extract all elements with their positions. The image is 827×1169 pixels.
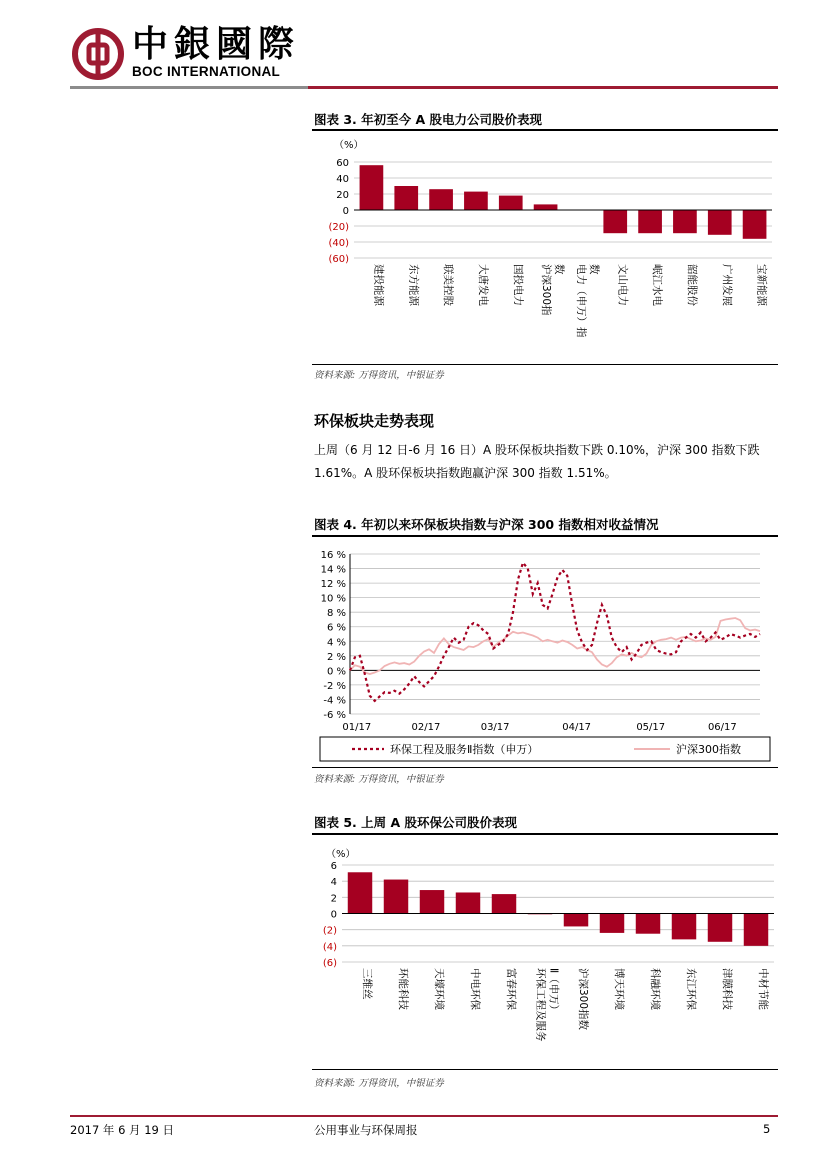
y-tick-label: (40) <box>328 238 349 249</box>
x-tick-label: 津膜科技 <box>721 968 733 1010</box>
bar <box>456 892 480 913</box>
x-tick-label: 建投能源 <box>372 264 385 306</box>
bar <box>464 192 488 210</box>
y-tick-label: 60 <box>336 158 349 169</box>
section-paragraph: 上周（6 月 12 日-6 月 16 日）A 股环保板块指数下跌 0.10%，沪深 300 指数下跌 1.61%。A 股环保板块指数跑赢沪深 300 指数 1.51%。 <box>314 443 760 480</box>
x-tick-label: 沪深300指数 <box>577 968 589 1031</box>
x-tick-label: 广州发展 <box>720 264 733 306</box>
y-tick-label: 20 <box>336 190 349 201</box>
x-tick-label: 环保工程及服务 <box>534 968 547 1042</box>
logo-chinese-name: 中銀國際 <box>132 23 301 65</box>
x-tick-label: 东方能源 <box>407 264 420 306</box>
figure3-title: 图表 3. 年初至今 A 股电力公司股价表现 <box>314 112 543 127</box>
figure4-title: 图表 4. 年初以来环保板块指数与沪深 300 指数相对收益情况 <box>314 517 659 532</box>
y-tick-label: 4 <box>330 877 337 889</box>
x-tick-label: 04/17 <box>562 722 592 733</box>
legend-label: 环保工程及服务Ⅱ指数（申万） <box>390 743 539 756</box>
x-tick-label: 文山电力 <box>616 264 629 306</box>
x-tick-label: 03/17 <box>480 722 510 733</box>
x-tick-label: 中材节能 <box>757 968 769 1010</box>
bar <box>708 210 732 235</box>
figure5-title: 图表 5. 上周 A 股环保公司股价表现 <box>314 815 518 830</box>
y-tick-label: 4 % <box>326 637 346 649</box>
x-tick-label: 宝新能源 <box>755 264 768 306</box>
bar <box>708 914 732 942</box>
figure4-source: 资料来源: 万得资讯，中银证券 <box>314 774 444 785</box>
figure5-top-rule <box>312 833 778 835</box>
bar <box>673 210 697 233</box>
bar <box>600 914 624 933</box>
bar <box>360 165 384 210</box>
logo-english-name: BOC INTERNATIONAL <box>132 64 281 79</box>
bar <box>492 894 516 913</box>
y-tick-label: -4 % <box>323 695 346 707</box>
figure3-source: 资料来源: 万得资讯，中银证券 <box>314 370 444 381</box>
x-tick-label: 数 <box>553 264 566 275</box>
y-tick-label: (2) <box>322 925 337 937</box>
figure3-bottom-rule <box>312 364 778 365</box>
bar <box>429 189 453 210</box>
y-tick-label: 2 % <box>326 651 346 663</box>
x-tick-label: 联美控股 <box>442 264 455 306</box>
y-tick-label: (20) <box>328 222 349 233</box>
x-tick-label: Ⅱ（申万） <box>547 968 560 1016</box>
y-tick-label: 14 % <box>320 564 346 576</box>
header-rule-red <box>308 86 778 89</box>
figure4-top-rule <box>312 535 778 537</box>
figure5-source: 资料来源: 万得资讯，中银证券 <box>314 1078 444 1089</box>
x-tick-label: 05/17 <box>636 722 666 733</box>
bar <box>638 210 662 233</box>
y-tick-label: 10 % <box>320 593 346 605</box>
footer-rule <box>70 1115 778 1117</box>
y-tick-label: 0 % <box>326 666 346 678</box>
x-tick-label: 02/17 <box>411 722 441 733</box>
x-tick-label: 沪深300指 <box>540 264 553 316</box>
x-tick-label: 东江环保 <box>685 968 697 1010</box>
figure4-chart <box>312 538 778 766</box>
y-tick-label: (60) <box>328 254 349 265</box>
y-tick-label: (6) <box>322 958 337 969</box>
x-tick-label: 电力（申万）指 <box>574 264 587 338</box>
bar <box>348 872 372 913</box>
figure5-chart <box>312 836 778 1068</box>
x-tick-label: 中电环保 <box>469 968 481 1010</box>
footer-date: 2017 年 6 月 19 日 <box>70 1123 174 1137</box>
y-tick-label: (4) <box>322 941 337 953</box>
y-tick-label: 6 <box>330 861 337 872</box>
x-tick-label: 韶能股份 <box>685 264 698 306</box>
y-tick-label: 0 <box>330 909 337 921</box>
y-tick-label: 40 <box>336 174 349 185</box>
x-tick-label: 岷江水电 <box>651 264 664 306</box>
figure3-chart <box>312 132 778 364</box>
y-tick-label: 6 % <box>326 622 346 634</box>
section-heading: 环保板块走势表现 <box>314 412 435 430</box>
y-tick-label: 8 % <box>326 608 346 620</box>
bar <box>603 210 627 233</box>
bar <box>672 914 696 940</box>
x-tick-label: 国投电力 <box>511 264 524 306</box>
bar <box>384 880 408 914</box>
boc-logo-icon <box>72 28 124 80</box>
x-tick-label: 环能科技 <box>397 968 409 1010</box>
bar <box>499 196 523 210</box>
x-tick-label: 科融环境 <box>649 968 661 1010</box>
footer-page-number: 5 <box>763 1122 771 1136</box>
bar <box>394 186 418 210</box>
y-tick-label: 12 % <box>320 579 346 591</box>
figure3-top-rule <box>312 129 778 131</box>
bar <box>420 890 444 913</box>
x-tick-label: 三维丝 <box>361 968 373 1000</box>
bar <box>534 204 558 210</box>
y-tick-label: -6 % <box>323 710 346 721</box>
x-tick-label: 大唐发电 <box>476 264 489 306</box>
x-tick-label: 01/17 <box>342 722 372 733</box>
x-tick-label: 数 <box>587 264 600 275</box>
bar <box>744 914 768 946</box>
y-tick-label: -2 % <box>323 680 346 692</box>
bar <box>564 914 588 927</box>
x-tick-label: 天壕环境 <box>433 968 445 1010</box>
y-tick-label: 2 <box>330 893 337 905</box>
legend-label: 沪深300指数 <box>676 743 741 756</box>
bar <box>743 210 767 239</box>
y-tick-label: 16 % <box>320 550 346 561</box>
header-rule-gray <box>70 86 308 89</box>
bar <box>636 914 660 934</box>
figure4-bottom-rule <box>312 767 778 768</box>
figure5-bottom-rule <box>312 1069 778 1070</box>
x-tick-label: 06/17 <box>707 722 737 733</box>
y-unit-label: （%） <box>334 140 364 151</box>
y-tick-label: 0 <box>342 206 349 217</box>
footer-report-name: 公用事业与环保周报 <box>314 1123 418 1137</box>
x-tick-label: 博天环境 <box>613 968 625 1010</box>
y-unit-label: （%） <box>326 849 356 860</box>
x-tick-label: 富春环保 <box>505 968 517 1010</box>
